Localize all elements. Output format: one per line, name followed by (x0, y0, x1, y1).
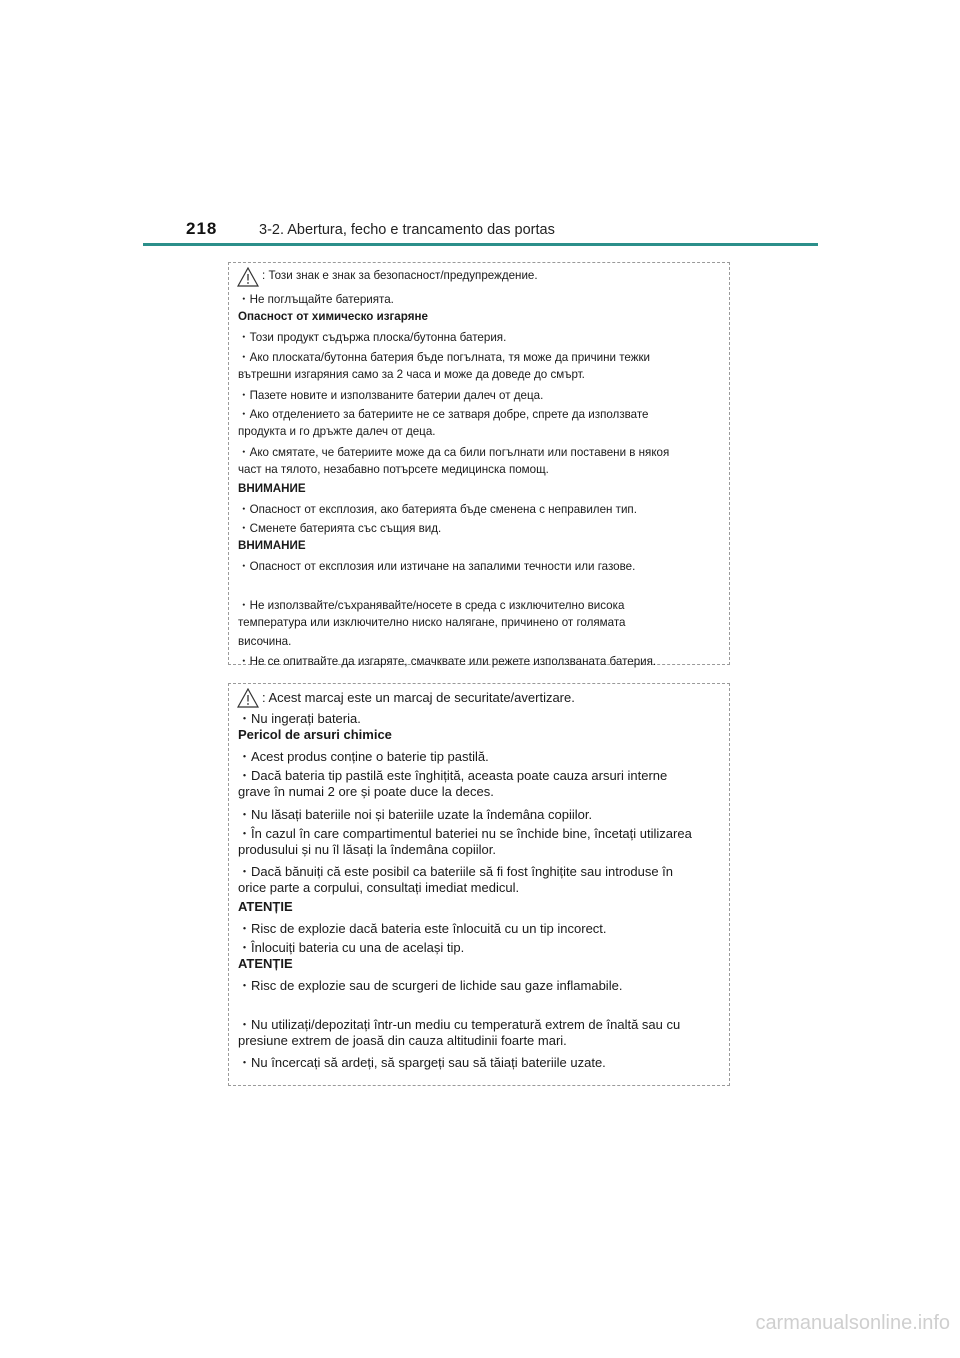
notice-heading: ВНИМАНИЕ (238, 539, 306, 552)
notice-line: grave în numai 2 ore și poate duce la deces. (238, 784, 494, 799)
notice-line: височина. (238, 635, 292, 648)
notice-line: ・Опасност от експлозия или изтичане на запалими течности или газове. (238, 560, 636, 573)
notice-line: ・Risc de explozie dacă bateria este înlocuită cu un tip incorect. (238, 921, 607, 936)
notice-line: ・Înlocuiți bateria cu una de același tip. (238, 940, 465, 955)
notice-line: presiune extrem de joasă din cauza altitudinii foarte mari. (238, 1033, 567, 1048)
notice-line: ・Сменете батерията със същия вид. (238, 522, 442, 535)
notice-line: ・Не използвайте/съхранявайте/носете в среда с изключително висока (238, 599, 625, 612)
notice-line: ・Пазете новите и използваните батерии далеч от деца. (238, 389, 544, 402)
notice-line: температура или изключително ниско налягане, причинено от голямата (238, 616, 626, 629)
notice-line: вътрешни изгаряния само за 2 часа и може да доведе до смърт. (238, 368, 585, 381)
notice-line: ・Nu utilizați/depozitați într-un mediu cu temperatură extrem de înaltă sau cu (238, 1017, 681, 1032)
section-title: 3-2. Abertura, fecho e trancamento das portas (259, 222, 555, 238)
notice-line: ・Nu încercați să ardeți, să spargeți sau să tăiați bateriile uzate. (238, 1055, 606, 1070)
notice-heading: ATENȚIE (238, 899, 293, 914)
notice-line: ・Risc de explozie sau de scurgeri de lichide sau gaze inflamabile. (238, 978, 623, 993)
notice-line: ・Ако плоската/бутонна батерия бъде погълната, тя може да причини тежки (238, 351, 651, 364)
header-divider (143, 243, 818, 246)
notice-line: ・Ако отделението за батериите не се затваря добре, спрете да използвате (238, 408, 649, 421)
bulgarian-safety-notice (228, 262, 730, 668)
notice-line: ・În cazul în care compartimentul bateriei nu se închide bine, încetați utilizarea (238, 826, 692, 841)
notice-line: ・Опасност от експлозия, ако батерията бъде сменена с неправилен тип. (238, 503, 637, 516)
warning-triangle-icon (237, 267, 259, 287)
notice-heading: ATENȚIE (238, 956, 293, 971)
notice-line: ・Не поглъщайте батерията. (238, 293, 394, 306)
notice-line: част на тялото, незабавно потърсете медицинска помощ. (238, 463, 549, 476)
page-number: 218 (186, 219, 218, 238)
warning-caption: : Този знак е знак за безопасност/предупреждение. (262, 269, 538, 282)
notice-line: ・Dacă bănuiți că este posibil ca bateriile să fi fost înghițite sau introduse în (238, 864, 674, 879)
notice-heading: ВНИМАНИЕ (238, 482, 306, 495)
notice-line: ・Не се опитвайте да изгаряте, смачквате или режете използваната батерия. (238, 655, 657, 668)
notice-line: ・Nu ingerați bateria. (238, 711, 361, 726)
notice-line: ・Този продукт съдържа плоска/бутонна батерия. (238, 331, 507, 344)
notice-line: ・Acest produs conține o baterie tip pastilă. (238, 749, 489, 764)
notice-heading: Pericol de arsuri chimice (238, 727, 392, 742)
notice-line: ・Ако смятате, че батериите може да са били погълнати или поставени в някоя (238, 446, 670, 459)
notice-line: ・Nu lăsați bateriile noi și bateriile uzate la îndemâna copiilor. (238, 807, 593, 822)
notice-heading: Опасност от химическо изгаряне (238, 310, 428, 323)
notice-line: produsului și nu îl lăsați la îndemâna copiilor. (238, 842, 496, 857)
notice-line: ・Dacă bateria tip pastilă este înghițită, aceasta poate cauza arsuri interne (238, 768, 668, 783)
footer-watermark: carmanualsonline.info (755, 1312, 950, 1334)
notice-line: orice parte a corpului, consultați imediat medicul. (238, 880, 520, 895)
notice-line: продукта и го дръжте далеч от деца. (238, 425, 436, 438)
romanian-safety-notice (228, 683, 730, 1086)
warning-triangle-icon (237, 688, 259, 708)
warning-caption: : Acest marcaj este un marcaj de securitate/avertizare. (262, 690, 575, 705)
